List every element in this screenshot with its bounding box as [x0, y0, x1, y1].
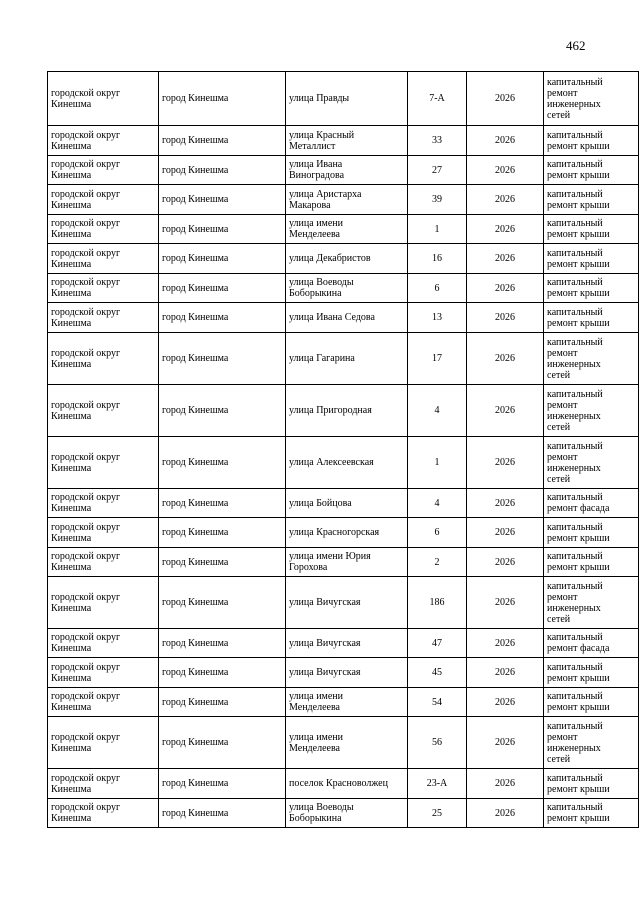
- district-cell: [48, 717, 159, 769]
- table-row: [48, 72, 639, 126]
- year-cell: 2026: [467, 688, 544, 717]
- street-cell-line: улица Декабристов: [289, 253, 371, 264]
- house-number-cell: 2: [408, 548, 467, 577]
- district-cell-line: городской округ: [51, 129, 121, 141]
- work-type-cell-line: сетей: [547, 421, 571, 433]
- work-type-cell-line: ремонт крыши: [547, 813, 610, 824]
- work-type-cell-line: капитальный: [547, 247, 603, 259]
- district-cell-line: Кинешма: [51, 783, 92, 795]
- district-cell-line: городской округ: [51, 661, 121, 673]
- work-type-cell-line: ремонт крыши: [547, 532, 610, 544]
- work-type-cell-line: инженерных: [547, 462, 601, 474]
- street-cell: [286, 518, 408, 548]
- district-cell-line: городской округ: [51, 521, 121, 533]
- district-cell: [48, 385, 159, 437]
- street-cell: [286, 156, 408, 185]
- work-type-cell: [544, 333, 639, 385]
- table-row: [48, 274, 639, 303]
- work-type-cell-line: капитальный: [547, 129, 603, 141]
- district-cell-line: Кинешма: [51, 317, 92, 329]
- work-type-cell: [544, 126, 639, 156]
- locality-cell: город Кинешма: [159, 274, 286, 303]
- district-cell-line: Кинешма: [51, 672, 92, 684]
- street-cell-line: улица Пригородная: [289, 405, 372, 416]
- locality-cell: город Кинешма: [159, 658, 286, 688]
- street-cell: [286, 658, 408, 688]
- street-cell: [286, 799, 408, 828]
- work-type-cell-line: капитальный: [547, 76, 603, 88]
- street-cell: [286, 274, 408, 303]
- district-cell-line: городской округ: [51, 492, 121, 503]
- house-number-cell: 56: [408, 717, 467, 769]
- street-cell-line: улица Вичугская: [289, 637, 361, 649]
- district-cell: [48, 577, 159, 629]
- house-number-cell: 45: [408, 658, 467, 688]
- district-cell-line: городской округ: [51, 451, 121, 463]
- house-number-cell: 16: [408, 244, 467, 274]
- district-cell-line: городской округ: [51, 188, 121, 200]
- work-type-cell: [544, 769, 639, 799]
- district-cell-line: Кинешма: [51, 643, 92, 654]
- table-row: [48, 688, 639, 717]
- table-row: [48, 629, 639, 658]
- repair-schedule-table: [47, 71, 639, 828]
- district-cell-line: Кинешма: [51, 410, 92, 422]
- work-type-cell: [544, 185, 639, 215]
- district-cell: [48, 333, 159, 385]
- district-cell: [48, 303, 159, 333]
- year-cell: 2026: [467, 489, 544, 518]
- work-type-cell-line: ремонт крыши: [547, 258, 610, 270]
- work-type-cell-line: ремонт крыши: [547, 672, 610, 684]
- street-cell-line: улица Воеводы: [289, 277, 354, 288]
- street-cell-line: улица Правды: [289, 93, 350, 104]
- work-type-cell-line: капитальный: [547, 691, 603, 702]
- work-type-cell: [544, 548, 639, 577]
- work-type-cell-line: сетей: [547, 753, 571, 765]
- street-cell-line: улица имени: [289, 218, 344, 229]
- work-type-cell-line: инженерных: [547, 742, 601, 754]
- district-cell: [48, 72, 159, 126]
- street-cell-line: Виноградова: [289, 170, 345, 181]
- street-cell-line: Боборыкина: [289, 813, 342, 824]
- house-number-cell: 186: [408, 577, 467, 629]
- table-row: [48, 717, 639, 769]
- work-type-cell-line: капитальный: [547, 580, 603, 592]
- work-type-cell: [544, 303, 639, 333]
- locality-cell: город Кинешма: [159, 548, 286, 577]
- street-cell-line: улица Алексеевская: [289, 457, 374, 468]
- work-type-cell-line: капитальный: [547, 632, 603, 643]
- house-number-cell: 54: [408, 688, 467, 717]
- street-cell-line: поселок Красноволжец: [289, 778, 388, 789]
- work-type-cell-line: ремонт крыши: [547, 140, 610, 152]
- street-cell: [286, 769, 408, 799]
- work-type-cell-line: сетей: [547, 369, 571, 381]
- district-cell-line: Кинешма: [51, 170, 92, 181]
- table-row: [48, 658, 639, 688]
- street-cell-line: улица Вичугская: [289, 667, 361, 678]
- street-cell-line: улица Аристарха: [289, 188, 362, 200]
- work-type-cell: [544, 577, 639, 629]
- work-type-cell-line: ремонт крыши: [547, 170, 610, 181]
- district-cell: [48, 548, 159, 577]
- district-cell-line: Кинешма: [51, 813, 92, 824]
- locality-cell: город Кинешма: [159, 518, 286, 548]
- locality-cell: город Кинешма: [159, 437, 286, 489]
- work-type-cell-line: ремонт крыши: [547, 229, 610, 240]
- house-number-cell: 27: [408, 156, 467, 185]
- work-type-cell: [544, 244, 639, 274]
- work-type-cell-line: сетей: [547, 613, 571, 625]
- street-cell-line: улица Бойцова: [289, 497, 352, 509]
- district-cell-line: Кинешма: [51, 358, 92, 370]
- street-cell-line: Горохова: [289, 562, 328, 573]
- district-cell: [48, 769, 159, 799]
- work-type-cell-line: ремонт: [547, 731, 578, 743]
- work-type-cell-line: капитальный: [547, 521, 603, 533]
- district-cell-line: Кинешма: [51, 532, 92, 544]
- district-cell: [48, 688, 159, 717]
- table-row: [48, 548, 639, 577]
- house-number-cell: 6: [408, 518, 467, 548]
- street-cell: [286, 126, 408, 156]
- district-cell: [48, 126, 159, 156]
- table-row: [48, 437, 639, 489]
- locality-cell: город Кинешма: [159, 629, 286, 658]
- table-row: [48, 577, 639, 629]
- street-cell-line: улица Воеводы: [289, 802, 354, 813]
- street-cell: [286, 185, 408, 215]
- work-type-cell-line: капитальный: [547, 720, 603, 732]
- district-cell: [48, 658, 159, 688]
- work-type-cell: [544, 489, 639, 518]
- year-cell: 2026: [467, 126, 544, 156]
- district-cell-line: Кинешма: [51, 702, 92, 713]
- work-type-cell-line: инженерных: [547, 410, 601, 422]
- district-cell-line: городской округ: [51, 551, 121, 562]
- district-cell-line: городской округ: [51, 159, 121, 170]
- year-cell: 2026: [467, 72, 544, 126]
- street-cell-line: улица Красный: [289, 129, 355, 141]
- work-type-cell: [544, 215, 639, 244]
- district-cell-line: городской округ: [51, 632, 121, 643]
- locality-cell: город Кинешма: [159, 385, 286, 437]
- locality-cell: город Кинешма: [159, 215, 286, 244]
- district-cell-line: городской округ: [51, 87, 121, 99]
- street-cell-line: Менделеева: [289, 702, 340, 713]
- district-cell: [48, 215, 159, 244]
- work-type-cell-line: капитальный: [547, 772, 603, 784]
- year-cell: 2026: [467, 799, 544, 828]
- locality-cell: город Кинешма: [159, 156, 286, 185]
- district-cell: [48, 799, 159, 828]
- work-type-cell: [544, 156, 639, 185]
- district-cell-line: Кинешма: [51, 742, 92, 754]
- district-cell-line: Кинешма: [51, 140, 92, 152]
- district-cell-line: городской округ: [51, 277, 121, 288]
- year-cell: 2026: [467, 658, 544, 688]
- street-cell-line: улица Ивана: [289, 159, 343, 170]
- house-number-cell: 1: [408, 437, 467, 489]
- house-number-cell: 25: [408, 799, 467, 828]
- district-cell-line: Кинешма: [51, 602, 92, 614]
- street-cell: [286, 303, 408, 333]
- work-type-cell-line: капитальный: [547, 336, 603, 348]
- work-type-cell-line: инженерных: [547, 602, 601, 614]
- table-body: [48, 72, 639, 828]
- year-cell: 2026: [467, 577, 544, 629]
- table-row: [48, 489, 639, 518]
- district-cell-line: городской округ: [51, 591, 121, 603]
- work-type-cell-line: инженерных: [547, 358, 601, 370]
- locality-cell: город Кинешма: [159, 303, 286, 333]
- district-cell: [48, 518, 159, 548]
- house-number-cell: 7-А: [408, 72, 467, 126]
- district-cell-line: городской округ: [51, 691, 121, 702]
- work-type-cell: [544, 385, 639, 437]
- work-type-cell-line: сетей: [547, 109, 571, 121]
- house-number-cell: 17: [408, 333, 467, 385]
- work-type-cell-line: капитальный: [547, 306, 603, 318]
- work-type-cell-line: капитальный: [547, 440, 603, 452]
- work-type-cell-line: ремонт фасада: [547, 503, 610, 514]
- district-cell-line: Кинешма: [51, 199, 92, 211]
- year-cell: 2026: [467, 385, 544, 437]
- work-type-cell-line: ремонт: [547, 399, 578, 411]
- street-cell-line: улица Ивана Седова: [289, 312, 375, 323]
- year-cell: 2026: [467, 274, 544, 303]
- year-cell: 2026: [467, 518, 544, 548]
- work-type-cell-line: ремонт: [547, 451, 578, 463]
- street-cell-line: Менделеева: [289, 742, 340, 754]
- year-cell: 2026: [467, 185, 544, 215]
- street-cell-line: Металлист: [289, 140, 336, 152]
- work-type-cell: [544, 72, 639, 126]
- street-cell: [286, 688, 408, 717]
- district-cell-line: Кинешма: [51, 503, 92, 514]
- district-cell-line: городской округ: [51, 218, 121, 229]
- table-row: [48, 769, 639, 799]
- house-number-cell: 47: [408, 629, 467, 658]
- district-cell: [48, 437, 159, 489]
- street-cell: [286, 629, 408, 658]
- year-cell: 2026: [467, 215, 544, 244]
- street-cell: [286, 385, 408, 437]
- work-type-cell: [544, 799, 639, 828]
- locality-cell: город Кинешма: [159, 717, 286, 769]
- street-cell-line: Менделеева: [289, 229, 340, 240]
- street-cell: [286, 717, 408, 769]
- district-cell: [48, 629, 159, 658]
- year-cell: 2026: [467, 769, 544, 799]
- locality-cell: город Кинешма: [159, 185, 286, 215]
- district-cell-line: городской округ: [51, 347, 121, 359]
- house-number-cell: 13: [408, 303, 467, 333]
- table-row: [48, 156, 639, 185]
- street-cell-line: улица имени Юрия: [289, 551, 371, 562]
- locality-cell: город Кинешма: [159, 688, 286, 717]
- year-cell: 2026: [467, 548, 544, 577]
- work-type-cell: [544, 274, 639, 303]
- house-number-cell: 1: [408, 215, 467, 244]
- table-row: [48, 185, 639, 215]
- table-row: [48, 333, 639, 385]
- district-cell-line: городской округ: [51, 731, 121, 743]
- work-type-cell-line: ремонт крыши: [547, 562, 610, 573]
- street-cell: [286, 215, 408, 244]
- work-type-cell-line: ремонт фасада: [547, 643, 610, 654]
- year-cell: 2026: [467, 156, 544, 185]
- street-cell: [286, 72, 408, 126]
- locality-cell: город Кинешма: [159, 769, 286, 799]
- work-type-cell-line: капитальный: [547, 388, 603, 400]
- district-cell: [48, 156, 159, 185]
- work-type-cell-line: ремонт крыши: [547, 288, 610, 299]
- district-cell-line: Кинешма: [51, 258, 92, 270]
- year-cell: 2026: [467, 303, 544, 333]
- table-row: [48, 518, 639, 548]
- locality-cell: город Кинешма: [159, 126, 286, 156]
- district-cell: [48, 244, 159, 274]
- locality-cell: город Кинешма: [159, 72, 286, 126]
- work-type-cell: [544, 437, 639, 489]
- page-number: 462: [566, 38, 586, 53]
- district-cell-line: городской округ: [51, 306, 121, 318]
- table-row: [48, 303, 639, 333]
- house-number-cell: 4: [408, 489, 467, 518]
- street-cell: [286, 244, 408, 274]
- table-row: [48, 244, 639, 274]
- work-type-cell: [544, 717, 639, 769]
- year-cell: 2026: [467, 244, 544, 274]
- work-type-cell-line: капитальный: [547, 802, 603, 813]
- work-type-cell: [544, 518, 639, 548]
- district-cell-line: Кинешма: [51, 98, 92, 110]
- work-type-cell-line: сетей: [547, 473, 571, 485]
- table-row: [48, 126, 639, 156]
- house-number-cell: 4: [408, 385, 467, 437]
- locality-cell: город Кинешма: [159, 244, 286, 274]
- work-type-cell-line: капитальный: [547, 218, 603, 229]
- street-cell: [286, 577, 408, 629]
- work-type-cell-line: капитальный: [547, 188, 603, 200]
- district-cell-line: Кинешма: [51, 229, 92, 240]
- locality-cell: город Кинешма: [159, 799, 286, 828]
- table-row: [48, 385, 639, 437]
- table-row: [48, 215, 639, 244]
- year-cell: 2026: [467, 333, 544, 385]
- work-type-cell-line: капитальный: [547, 277, 603, 288]
- work-type-cell-line: ремонт: [547, 87, 578, 99]
- work-type-cell-line: ремонт: [547, 347, 578, 359]
- year-cell: 2026: [467, 629, 544, 658]
- work-type-cell-line: ремонт крыши: [547, 317, 610, 329]
- street-cell-line: улица Вичугская: [289, 597, 361, 608]
- district-cell-line: городской округ: [51, 802, 121, 813]
- house-number-cell: 6: [408, 274, 467, 303]
- locality-cell: город Кинешма: [159, 577, 286, 629]
- work-type-cell-line: ремонт крыши: [547, 199, 610, 211]
- district-cell-line: городской округ: [51, 247, 121, 259]
- house-number-cell: 23-А: [408, 769, 467, 799]
- street-cell: [286, 333, 408, 385]
- street-cell-line: Макарова: [289, 199, 331, 211]
- district-cell: [48, 489, 159, 518]
- district-cell-line: Кинешма: [51, 288, 92, 299]
- street-cell: [286, 437, 408, 489]
- locality-cell: город Кинешма: [159, 489, 286, 518]
- house-number-cell: 39: [408, 185, 467, 215]
- work-type-cell-line: ремонт крыши: [547, 702, 610, 713]
- table-row: [48, 799, 639, 828]
- work-type-cell-line: капитальный: [547, 551, 603, 562]
- year-cell: 2026: [467, 717, 544, 769]
- district-cell-line: городской округ: [51, 399, 121, 411]
- street-cell: [286, 489, 408, 518]
- work-type-cell: [544, 658, 639, 688]
- district-cell-line: городской округ: [51, 772, 121, 784]
- street-cell: [286, 548, 408, 577]
- work-type-cell: [544, 629, 639, 658]
- work-type-cell-line: капитальный: [547, 159, 603, 170]
- locality-cell: город Кинешма: [159, 333, 286, 385]
- district-cell-line: Кинешма: [51, 462, 92, 474]
- street-cell-line: улица Красногорская: [289, 527, 380, 538]
- work-type-cell: [544, 688, 639, 717]
- work-type-cell-line: ремонт крыши: [547, 783, 610, 795]
- street-cell-line: улица имени: [289, 691, 344, 702]
- work-type-cell-line: инженерных: [547, 98, 601, 110]
- district-cell: [48, 274, 159, 303]
- work-type-cell-line: капитальный: [547, 661, 603, 673]
- street-cell-line: улица имени: [289, 731, 344, 743]
- house-number-cell: 33: [408, 126, 467, 156]
- street-cell-line: Боборыкина: [289, 288, 342, 299]
- year-cell: 2026: [467, 437, 544, 489]
- district-cell-line: Кинешма: [51, 562, 92, 573]
- district-cell: [48, 185, 159, 215]
- street-cell-line: улица Гагарина: [289, 353, 355, 364]
- work-type-cell-line: капитальный: [547, 492, 603, 503]
- work-type-cell-line: ремонт: [547, 591, 578, 603]
